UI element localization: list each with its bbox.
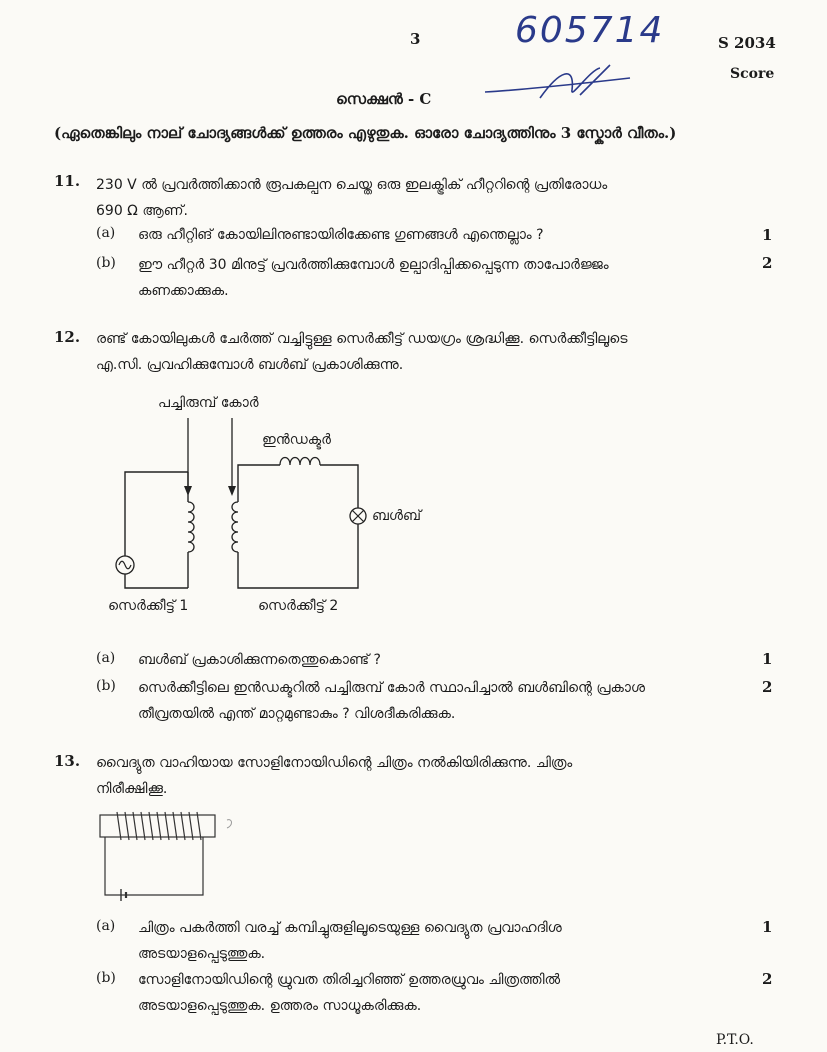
circuit-2-wire-right [320, 465, 358, 508]
q13-part-a-text [138, 915, 748, 967]
q11-part-b-label: (b) [96, 255, 116, 271]
q11-part-b-score: 2 [762, 254, 773, 272]
question-11-line2: 690 Ω ആണ്. [96, 203, 188, 219]
q13-part-a-score: 1 [762, 918, 773, 936]
score-label: Score [730, 66, 775, 82]
page-number: 3 [410, 30, 421, 48]
circuit-2-wire-bottom [238, 524, 358, 588]
solenoid-coil [117, 812, 201, 840]
handwritten-number: 605714 [515, 10, 665, 51]
q13-part-b-text [138, 967, 748, 1019]
pto-label: P.T.O. [716, 1032, 754, 1048]
question-12-line2: എ.സി. പ്രവഹിക്കുമ്പോൾ ബൾബ് പ്രകാശിക്കുന്നു. [96, 357, 404, 373]
section-title: സെക്ഷൻ - C [336, 90, 432, 108]
circuit-2-wire [238, 465, 280, 502]
section-instructions: (ഏതെങ്കിലും നാല് ചോദ്യങ്ങൾക്ക് ഉത്തരം എഴുതുക. ഓരോ ചോദ്യത്തിനും 3 സ്കോർ വീതം.) [54, 124, 677, 142]
q13-part-b-line1: സോളിനോയിഡിന്റെ ധ്രുവത തിരിച്ചറിഞ്ഞ് ഉത്തരധ്രുവം ചിത്രത്തിൽ [138, 972, 561, 988]
q12-part-b-line2: തീവ്രതയിൽ എന്ത് മാറ്റമുണ്ടാകും ? വിശദീകരിക്കുക. [138, 706, 456, 722]
q13-part-b-line2: അടയാളപ്പെടുത്തുക. ഉത്തരം സാധൂകരിക്കുക. [138, 998, 422, 1014]
q12-part-a-text: ബൾബ് പ്രകാശിക്കുന്നതെന്തുകൊണ്ട് ? [138, 652, 381, 668]
label-inductor: ഇൻഡക്ടർ [262, 432, 331, 448]
q13-part-a-line1: ചിത്രം പകർത്തി വരച്ച് കമ്പിച്ചുരുളിലൂടെയുള്ള വൈദ്യുത പ്രവാഹദിശ [138, 920, 562, 936]
pencil-mark [227, 820, 232, 828]
q13-part-b-score: 2 [762, 970, 773, 988]
q12-part-b-score: 2 [762, 678, 773, 696]
transformer-circuit-diagram [100, 410, 380, 600]
label-bulb: ബൾബ് [372, 508, 421, 524]
inductor-coil [280, 458, 320, 466]
q12-part-b-label: (b) [96, 678, 116, 694]
label-circuit-1: സെർക്കീട്ട് 1 [108, 598, 189, 614]
question-12-number: 12. [54, 328, 81, 346]
question-13-line2: നിരീക്ഷിക്കൂ. [96, 781, 168, 797]
q13-part-a-label: (a) [96, 918, 116, 934]
solenoid-diagram [95, 810, 245, 905]
q12-part-a-score: 1 [762, 650, 773, 668]
q11-part-a-text: ഒരു ഹീറ്റിങ് കോയിലിനുണ്ടായിരിക്കേണ്ട ഗുണങ്ങൾ എന്തെല്ലാം ? [138, 227, 544, 243]
q11-part-a-score: 1 [762, 226, 773, 244]
solenoid-wire [105, 837, 203, 895]
question-13-text [96, 750, 746, 802]
secondary-coil [232, 502, 238, 552]
q12-part-b-text [138, 675, 748, 727]
q11-part-a-label: (a) [96, 225, 116, 241]
q12-part-b-line1: സെർക്കീട്ടിലെ ഇൻഡക്ടറിൽ പച്ചിരുമ്പ് കോർ സ്ഥാപിച്ചാൽ ബൾബിന്റെ പ്രകാശ [138, 680, 646, 696]
question-12-line1: രണ്ട് കോയിലുകൾ ചേർത്ത് വച്ചിട്ടുള്ള സെർക്കീട്ട് ഡയഗ്രം ശ്രദ്ധിക്കൂ. സെർക്കീട്ടിലൂടെ [96, 331, 628, 347]
question-11-line1: 230 V ൽ പ്രവർത്തിക്കാൻ രൂപകല്പന ചെയ്ത ഒരു ഇലക്ട്രിക് ഹീറ്ററിന്റെ പ്രതിരോധം [96, 177, 608, 193]
q11-part-b-text [138, 252, 748, 304]
signature-scribble [480, 60, 640, 105]
primary-coil [188, 502, 194, 552]
question-11-text [96, 172, 746, 224]
question-13-line1: വൈദ്യുത വാഹിയായ സോളിനോയിഡിന്റെ ചിത്രം നൽകിയിരിക്കുന്നു. ചിത്രം [96, 755, 573, 771]
question-11-number: 11. [54, 172, 81, 190]
ac-source-icon [116, 556, 134, 574]
iron-core-arrowhead-2 [228, 486, 236, 496]
label-iron-core: പച്ചിരുമ്പ് കോർ [158, 395, 259, 411]
q13-part-a-line2: അടയാളപ്പെടുത്തുക. [138, 946, 266, 962]
paper-code: S 2034 [718, 34, 776, 52]
question-13-number: 13. [54, 752, 81, 770]
circuit-1-wire [125, 472, 188, 588]
label-circuit-2: സെർക്കീട്ട് 2 [258, 598, 339, 614]
q11-part-b-line1: ഈ ഹീറ്റർ 30 മിനുട്ട് പ്രവർത്തിക്കുമ്പോൾ ഉല്പാദിപ്പിക്കപ്പെടുന്ന താപോർജ്ജം [138, 257, 609, 273]
bulb-icon [350, 508, 366, 524]
question-12-text [96, 326, 746, 378]
q13-part-b-label: (b) [96, 970, 116, 986]
q11-part-b-line2: കണക്കാക്കുക. [138, 283, 229, 299]
q12-part-a-label: (a) [96, 650, 116, 666]
